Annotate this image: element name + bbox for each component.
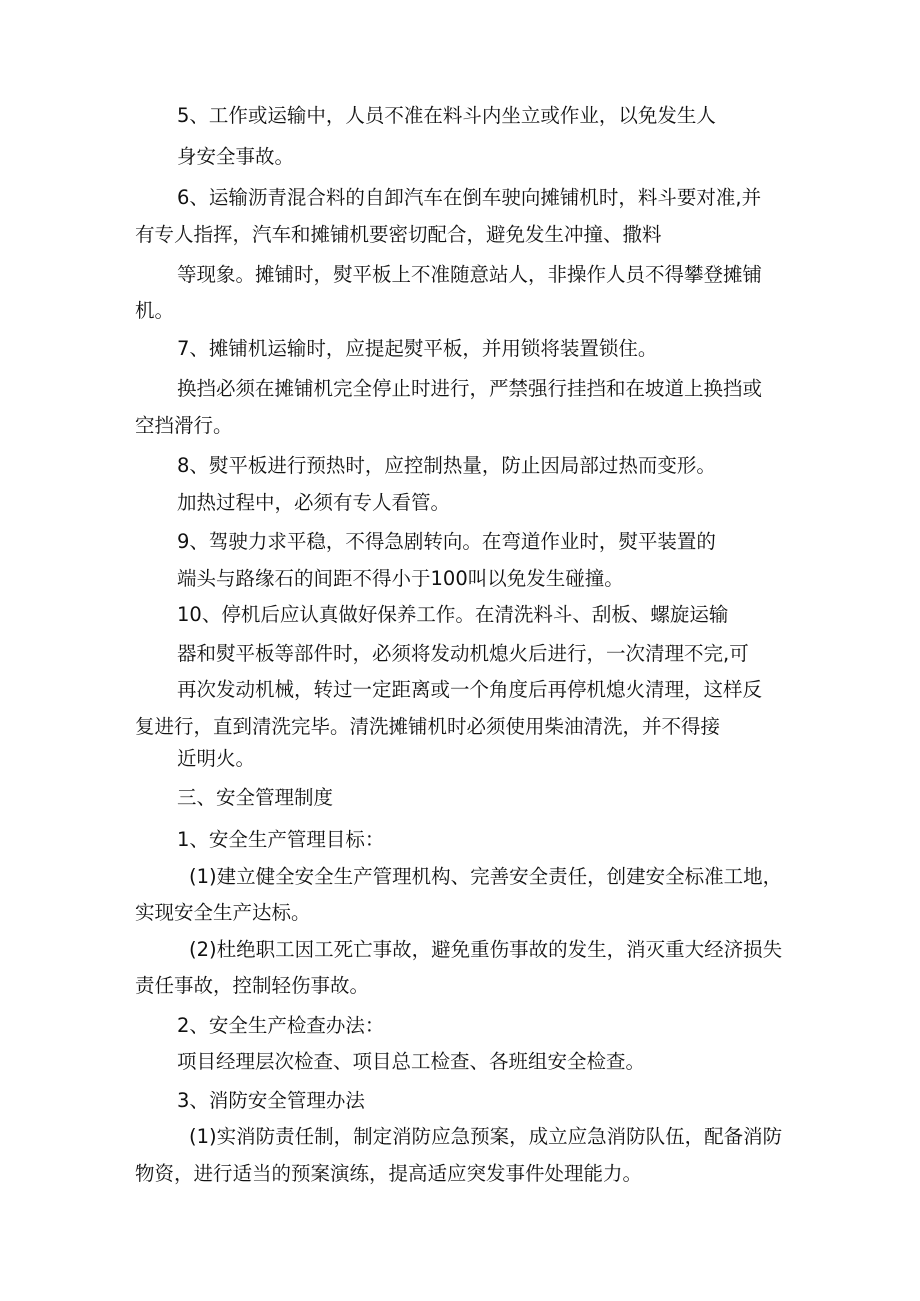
- text-line: 近明火。: [177, 747, 256, 770]
- text-line: 项目经理层次检查、项目总工检查、各班组安全检查。: [177, 1050, 646, 1073]
- text-line: 器和熨平板等部件时，必须将发动机熄火后进行，一次清理不完,可: [177, 642, 749, 665]
- text-line: 再次发动机械，转过一定距离或一个角度后再停机熄火清理，这样反: [177, 678, 763, 701]
- text-line: 物资，进行适当的预案演练，提高适应突发事件处理能力。: [135, 1162, 643, 1185]
- text-line: 加热过程中，必须有专人看管。: [177, 491, 451, 514]
- text-line: (1)建立健全安全生产管理机构、完善安全责任，创建安全标准工地，: [189, 865, 783, 888]
- text-line: 复进行，直到清洗完毕。清洗摊铺机时必须使用柴油清洗，并不得接: [135, 715, 721, 738]
- text-line: 1、安全生产管理目标：: [177, 828, 385, 851]
- text-line: 8、熨平板进行预热时，应控制热量，防止因局部过热而变形。: [177, 454, 716, 477]
- section-heading: 三、安全管理制度: [177, 786, 334, 809]
- text-line: 身安全事故。: [177, 145, 295, 168]
- text-line: 等现象。摊铺时，熨平板上不准随意站人，非操作人员不得攀登摊铺: [177, 263, 763, 286]
- text-line: 6、运输沥青混合料的自卸汽车在倒车驶向摊铺机时，料斗要对准,并: [177, 186, 762, 209]
- text-line: 端头与路缘石的间距不得小于100叫以免发生碰撞。: [177, 567, 624, 590]
- text-line: 3、消防安全管理办法: [177, 1089, 365, 1112]
- text-line: (1)实消防责任制，制定消防应急预案，成立应急消防队伍，配备消防: [189, 1125, 783, 1148]
- text-line: (2)杜绝职工因工死亡事故，避免重伤事故的发生，消灭重大经济损失: [189, 938, 783, 961]
- text-line: 换挡必须在摊铺机完全停止时进行，严禁强行挂挡和在坡道上换挡或: [177, 377, 763, 400]
- text-line: 7、摊铺机运输时，应提起熨平板，并用锁将装置锁住。: [177, 337, 658, 360]
- text-line: 10、停机后应认真做好保养工作。在清洗料斗、刮板、螺旋运输: [177, 603, 729, 626]
- text-line: 机。: [135, 299, 175, 322]
- text-line: 5、工作或运输中，人员不准在料斗内坐立或作业，以免发生人: [177, 104, 716, 127]
- text-line: 实现安全生产达标。: [135, 901, 311, 924]
- text-line: 2、安全生产检查办法：: [177, 1014, 385, 1037]
- text-line: 有专人指挥，汽车和摊铺机要密切配合，避免发生冲撞、撒料: [135, 223, 662, 246]
- text-line: 责任事故，控制轻伤事故。: [135, 974, 370, 997]
- text-line: 空挡滑行。: [135, 414, 233, 437]
- text-line: 9、驾驶力求平稳，不得急剧转向。在弯道作业时，熨平装置的: [177, 530, 716, 553]
